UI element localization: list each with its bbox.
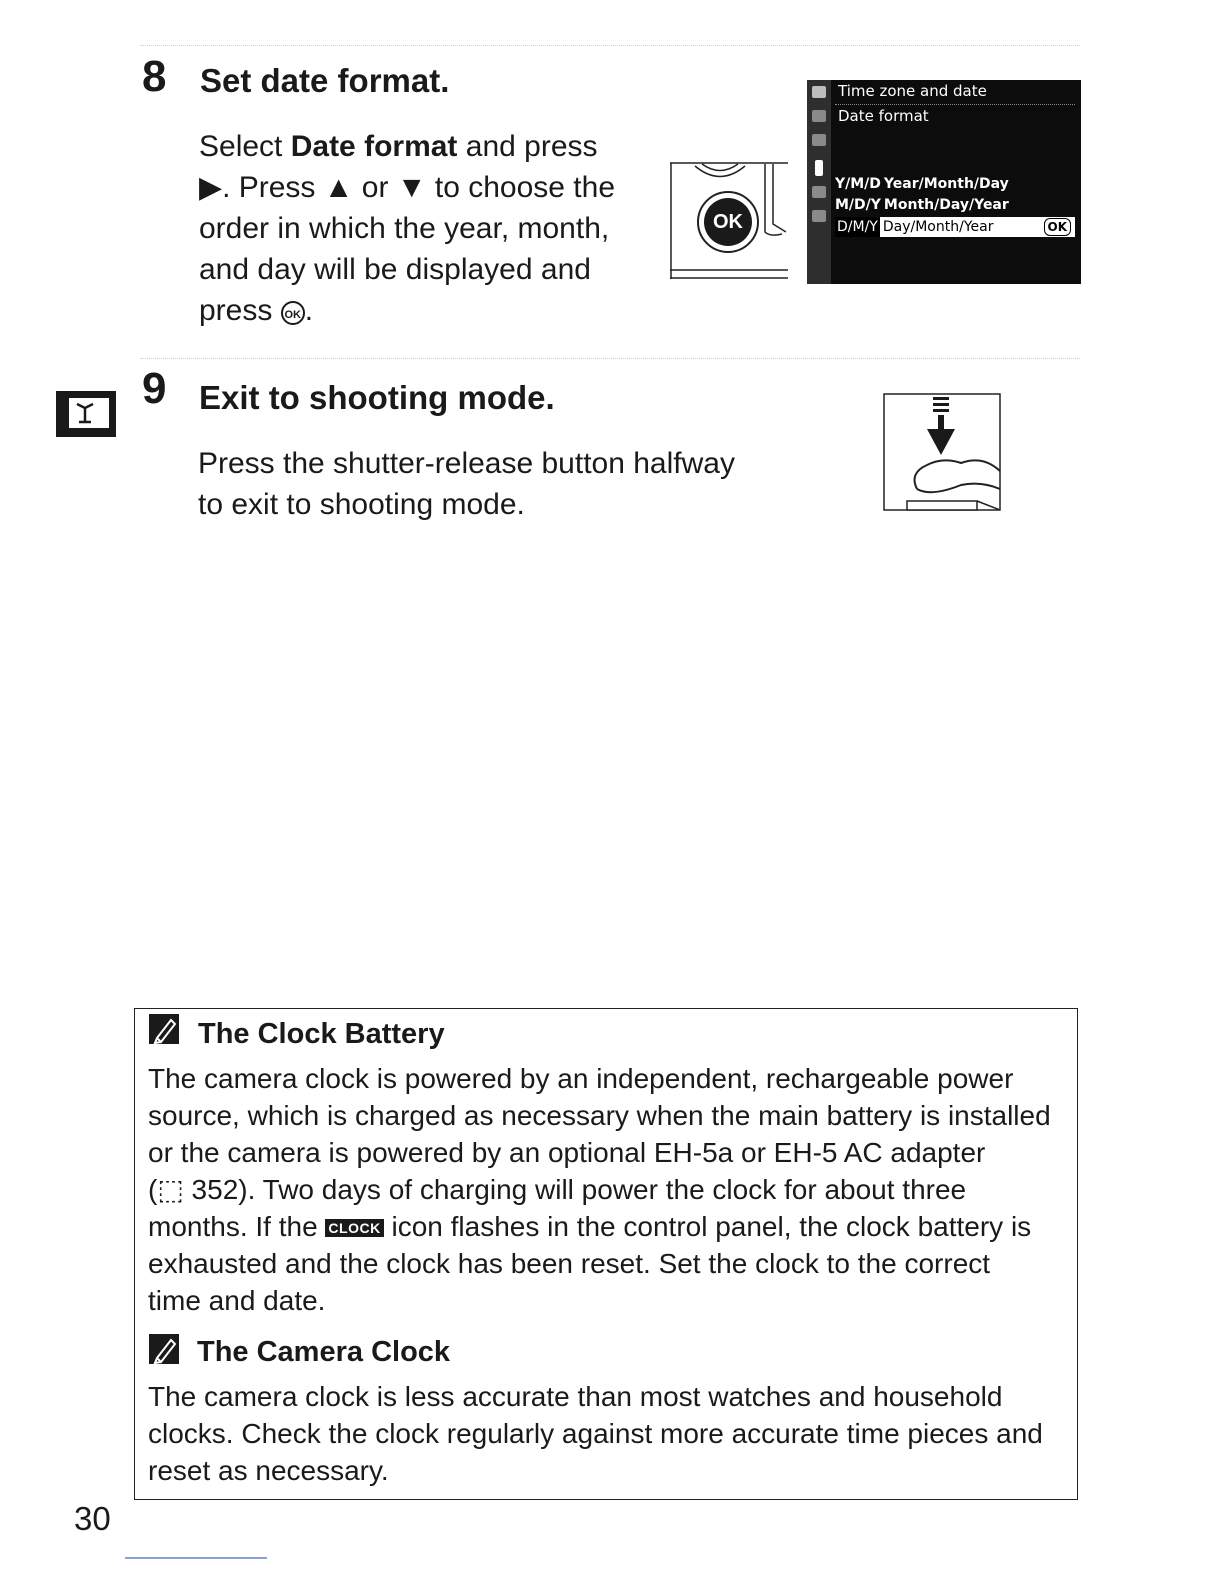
option-code: D/M/Y bbox=[837, 219, 878, 235]
menu-title-divider bbox=[835, 104, 1075, 105]
step-8-instructions bbox=[199, 126, 615, 331]
setup-menu-icon bbox=[815, 160, 823, 176]
step-8-title: Set date format. bbox=[200, 62, 450, 99]
ok-button-label: OK bbox=[713, 211, 743, 233]
note-1-line-4: (⬚ 352). Two days of charging will power the clock for about three bbox=[148, 1174, 967, 1205]
note-2-line-1: The camera clock is less accurate than most watches and household bbox=[148, 1381, 1003, 1412]
menu-title: Time zone and date bbox=[838, 82, 987, 100]
step-9-title: Exit to shooting mode. bbox=[199, 379, 555, 416]
step-9-instructions bbox=[198, 443, 735, 525]
note-1-line-1: The camera clock is powered by an independent, rechargeable power bbox=[148, 1063, 1014, 1094]
step-8-number: 8 bbox=[142, 52, 167, 101]
note-1-line-3: or the camera is powered by an optional EH-5a or EH-5 AC adapter bbox=[148, 1137, 986, 1168]
shutter-release-illustration bbox=[883, 393, 1001, 511]
date-format-option-mdy[interactable] bbox=[835, 195, 1075, 215]
custom-settings-icon bbox=[812, 134, 826, 146]
note-1-line-6: exhausted and the clock has been reset. Set the clock to the correct bbox=[148, 1248, 991, 1279]
footer-rule bbox=[125, 1557, 267, 1559]
up-arrow-icon: ▲ bbox=[323, 171, 354, 204]
date-format-option-ymd[interactable] bbox=[835, 174, 1075, 194]
date-format-option-dmy[interactable] bbox=[835, 217, 1075, 237]
note-camera-clock-body bbox=[148, 1378, 1043, 1489]
option-label: Day/Month/Year bbox=[882, 219, 994, 235]
step-8-line-3: order in which the year, month, bbox=[199, 212, 610, 245]
option-code: Y/M/D bbox=[835, 176, 881, 192]
shooting-menu-icon bbox=[812, 110, 826, 122]
my-menu-icon bbox=[812, 210, 826, 222]
option-label: Month/Day/Year bbox=[883, 197, 1009, 213]
step-9-line-2: to exit to shooting mode. bbox=[198, 488, 525, 521]
basic-setup-tab-icon bbox=[55, 388, 119, 438]
note-1-line-2: source, which is charged as necessary when the main battery is installed bbox=[148, 1100, 1051, 1131]
menu-subtitle: Date format bbox=[838, 107, 929, 125]
step-8-line-4: and day will be displayed and bbox=[199, 253, 591, 286]
note-1-line-7: time and date. bbox=[148, 1285, 326, 1316]
pencil-note-icon bbox=[149, 1334, 179, 1364]
note-1-line-5: months. If the CLOCK icon flashes in the control panel, the clock battery is bbox=[148, 1211, 1032, 1242]
playback-menu-icon bbox=[812, 86, 826, 98]
date-format-menu-screen bbox=[807, 80, 1081, 284]
ok-button-icon: OK bbox=[281, 301, 305, 325]
step-8-line-2: ▶. Press ▲ or ▼ to choose the bbox=[199, 171, 615, 204]
section-dotted-rule bbox=[140, 358, 1080, 359]
step-9-number: 9 bbox=[142, 364, 167, 413]
note-camera-clock-title: The Camera Clock bbox=[197, 1336, 451, 1368]
step-9-line-1: Press the shutter-release button halfway bbox=[198, 447, 735, 480]
ok-button-illustration bbox=[670, 162, 788, 280]
clock-warning-icon: CLOCK bbox=[325, 1219, 383, 1237]
menu-tab-rail bbox=[807, 80, 831, 284]
down-arrow-icon: ▼ bbox=[396, 171, 427, 204]
retouch-menu-icon bbox=[812, 186, 826, 198]
option-label: Year/Month/Day bbox=[883, 176, 1009, 192]
page-number: 30 bbox=[74, 1500, 111, 1537]
pencil-note-icon bbox=[149, 1014, 179, 1044]
step-8-line-5: press OK . bbox=[199, 294, 314, 327]
step-8-line-1: Select Date format and press bbox=[199, 130, 598, 163]
note-2-line-2: clocks. Check the clock regularly against more accurate time pieces and bbox=[148, 1418, 1043, 1449]
option-code: M/D/Y bbox=[835, 197, 881, 213]
top-dotted-rule bbox=[140, 45, 1080, 46]
ok-badge-icon: OK bbox=[1044, 218, 1072, 236]
note-clock-battery-title: The Clock Battery bbox=[198, 1018, 445, 1050]
note-2-line-3: reset as necessary. bbox=[148, 1455, 389, 1486]
note-clock-battery-body bbox=[148, 1060, 1051, 1319]
